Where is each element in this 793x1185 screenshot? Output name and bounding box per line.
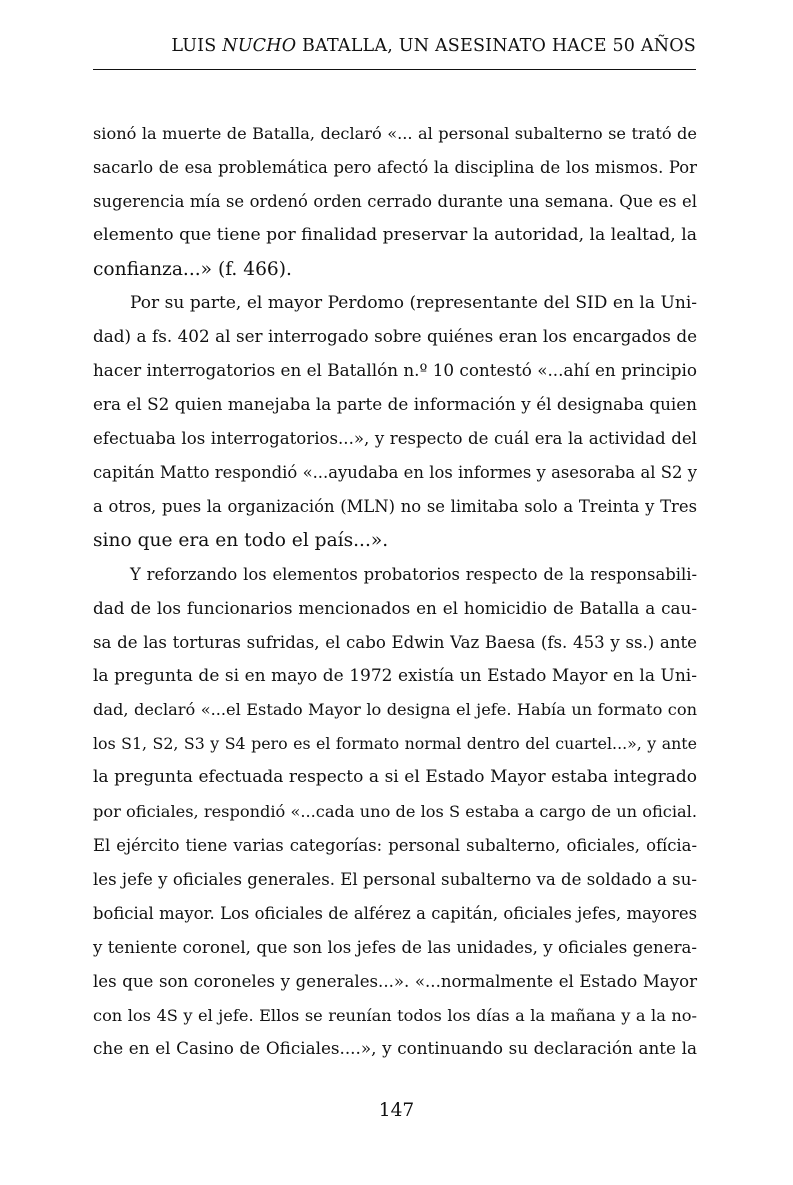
text-line: a otros, pues la organización (MLN) no se limitaba solo a Treinta y Tres [93,496,697,516]
text-line: boficial mayor. Los oficiales de alférez a capitán, oficiales jefes, mayores [93,903,697,923]
text-line: era el S2 quien manejaba la parte de información y él designaba quien [93,394,697,415]
header-rule [93,69,696,70]
header-nickname: NUCHO [222,36,297,56]
text-line: efectuaba los interrogatorios...», y respecto de cuál era la actividad del [93,429,697,449]
text-line: confianza...» (f. 466). [93,258,292,280]
header-author: LUIS [171,36,223,56]
text-line: Por su parte, el mayor Perdomo (representante del SID en la Uni- [130,292,697,313]
body-text [93,117,697,1066]
text-line: la pregunta efectuada respecto a si el Estado Mayor estaba integrado [93,767,697,788]
text-line: sugerencia mía se ordenó orden cerrado durante una semana. Que es el [93,191,697,211]
text-line: les jefe y oficiales generales. El personal subalterno va de soldado a su- [93,869,697,889]
text-line: capitán Matto respondió «...ayudaba en los informes y asesoraba al S2 y [93,463,697,483]
text-line: con los 4S y el jefe. Ellos se reunían todos los días a la mañana y a la no- [93,1005,697,1025]
text-line: dad) a fs. 402 al ser interrogado sobre quiénes eran los encargados de [93,326,697,347]
text-line: la pregunta de si en mayo de 1972 existía un Estado Mayor en la Uni- [93,665,697,686]
page-number: 147 [378,1100,415,1121]
header-title: BATALLA, UN ASESINATO HACE 50 AÑOS [296,36,696,56]
text-line: y teniente coronel, que son los jefes de las unidades, y oficiales genera- [93,937,697,957]
text-line: sacarlo de esa problemática pero afectó la disciplina de los mismos. Por [93,157,697,177]
running-header [93,36,696,56]
text-line: dad, declaró «...el Estado Mayor lo designa el jefe. Había un formato con [93,700,697,720]
text-line: sino que era en todo el país...». [93,529,389,551]
text-line: che en el Casino de Oficiales....», y continuando su declaración ante la [93,1038,697,1059]
text-line: Y reforzando los elementos probatorios respecto de la responsabili- [130,564,697,584]
text-line: elemento que tiene por finalidad preservar la autoridad, la lealtad, la [93,224,697,245]
text-line: les que son coroneles y generales...». «...normalmente el Estado Mayor [93,971,697,991]
text-line: dad de los funcionarios mencionados en el homicidio de Batalla a cau- [93,597,697,618]
text-line: por oficiales, respondió «...cada uno de los S estaba a cargo de un oficial. [93,802,697,822]
text-line: sa de las torturas sufridas, el cabo Edwin Vaz Baesa (fs. 453 y ss.) ante [93,632,697,652]
text-line: los S1, S2, S3 y S4 pero es el formato normal dentro del cuartel...», y ante [93,734,697,754]
text-line: sionó la muerte de Batalla, declaró «... al personal subalterno se trató de [93,124,697,143]
text-line: hacer interrogatorios en el Batallón n.º 10 contestó «...ahí en principio [93,360,697,381]
text-line: El ejército tiene varias categorías: personal subalterno, oficiales, ofícia- [93,836,697,856]
